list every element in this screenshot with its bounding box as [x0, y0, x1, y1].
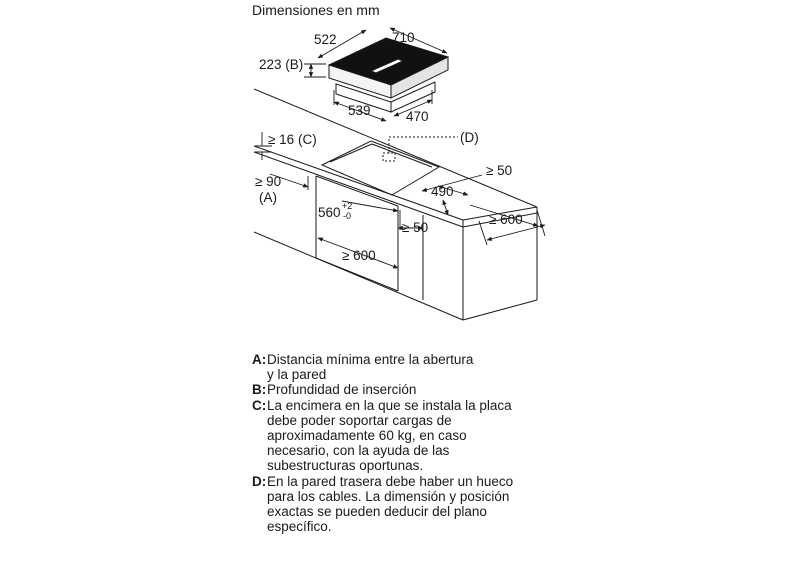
- dim-oven-niche-tol-minus: -0: [343, 211, 352, 221]
- dim-rear-clearance: ≥ 50: [486, 163, 513, 178]
- diagram-title: Dimensiones en mm: [252, 2, 380, 18]
- dim-worktop-depth: ≥ 600: [489, 212, 523, 227]
- legend-item-c: C: La encimera en la que se instala la placa debe poder soportar cargas de aproximadamente 60 kg, en caso necesario, con la ayuda de las subestructuras oportunas.: [252, 397, 512, 474]
- dim-oven-niche: 560: [318, 205, 341, 220]
- dim-side-clearance: ≥ 50: [402, 220, 429, 235]
- dim-cabinet-width: ≥ 600: [342, 248, 376, 263]
- legend-item-d: D: En la pared trasera debe haber un hueco para los cables. La dimensión y posición exactas se pueden deducir del plano específico.: [252, 473, 514, 535]
- dim-cutout-width: 539: [348, 103, 371, 118]
- label-cable-opening: (D): [460, 130, 479, 145]
- base-cabinet: [254, 176, 537, 320]
- legend-item-a: A: Distancia mínima entre la abertura y la pared: [252, 352, 474, 383]
- legend: [252, 352, 582, 534]
- dim-cutout-length: 470: [406, 109, 429, 124]
- dim-insertion-depth: 223 (B): [259, 57, 304, 72]
- dim-oven-niche-tol-plus: +2: [342, 201, 353, 211]
- dim-cutout-depth: 490: [431, 184, 454, 199]
- dim-hob-width: 710: [392, 30, 415, 45]
- dim-wall-distance: ≥ 90: [255, 174, 282, 189]
- dim-worktop-thickness: ≥ 16 (C): [268, 132, 317, 147]
- dim-hob-depth: 522: [314, 32, 337, 47]
- label-wall-distance-key: (A): [259, 190, 278, 205]
- legend-item-b: B: Profundidad de inserción: [252, 382, 417, 398]
